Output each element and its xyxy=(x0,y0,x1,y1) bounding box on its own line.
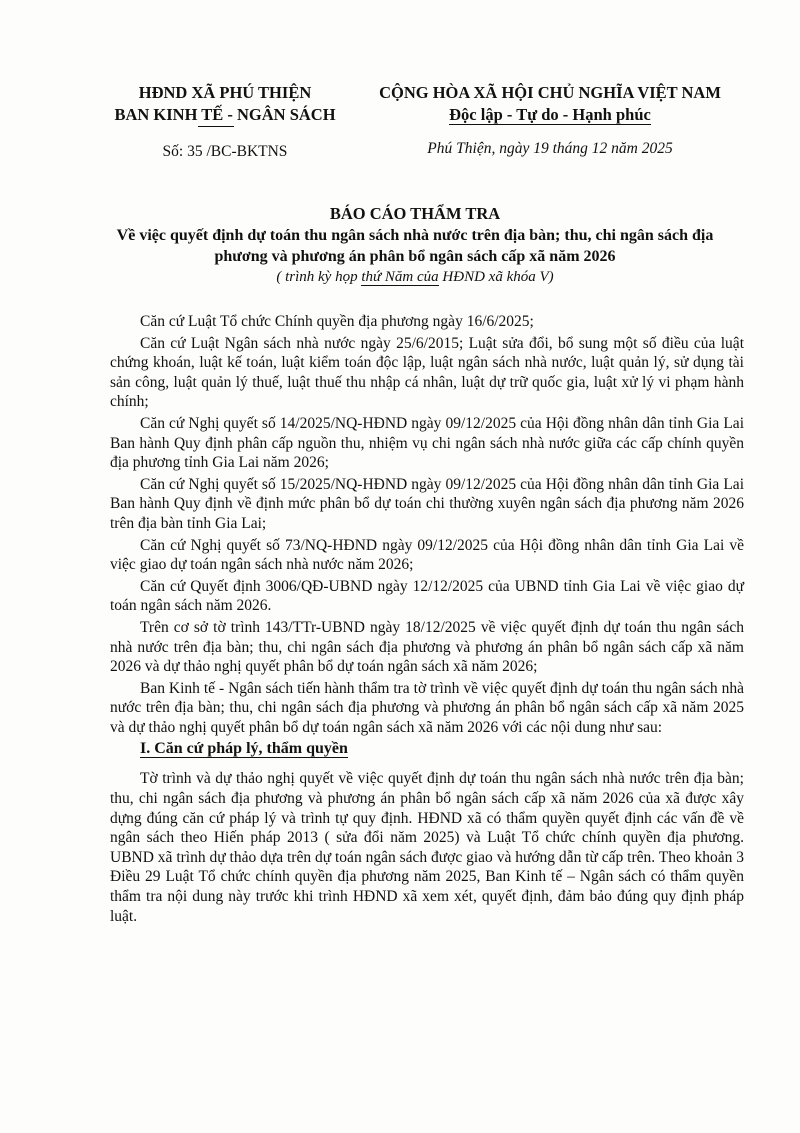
paragraph-legal-basis-4: Căn cứ Nghị quyết số 15/2025/NQ-HĐND ngày 09/12/2025 của Hội đồng nhân dân tỉnh Gia Lai Ban hành Quy định về định mức phân bổ dự toán chi thường xuyên ngân sách địa phương năm 2026 trên địa bàn tỉnh Gia Lai; xyxy=(110,475,744,532)
session-underlined: thứ Năm của xyxy=(361,269,439,285)
paragraph-legal-basis-6: Căn cứ Quyết định 3006/QĐ-UBND ngày 12/12/2025 của UBND tỉnh Gia Lai về việc giao dự toán ngân sách năm 2026. xyxy=(110,577,744,615)
report-title-block xyxy=(90,203,740,287)
country-name: CỘNG HÒA XÃ HỘI CHỦ NGHĨA VIỆT NAM xyxy=(379,83,721,102)
agency-council: HĐND XÃ PHÚ THIỆN xyxy=(138,83,312,102)
report-body xyxy=(110,312,744,928)
agency-committee-text: BAN KINH TẾ - NGÂN SÁCH xyxy=(114,105,336,124)
issuing-agency xyxy=(100,82,350,126)
paragraph-legal-basis-5: Căn cứ Nghị quyết số 73/NQ-HĐND ngày 09/12/2025 của Hội đồng nhân dân tỉnh Gia Lai về việc giao dự toán ngân sách nhà nước năm 2026; xyxy=(110,536,744,574)
section-heading-text: I. Căn cứ pháp lý, thẩm quyền xyxy=(140,740,348,758)
paragraph-section-1: Tờ trình và dự thảo nghị quyết về việc quyết định dự toán thu ngân sách nhà nước trên địa bàn; thu, chi ngân sách địa phương và phương án phân bổ ngân sách cấp xã năm 2026 của xã được xây dựng đúng căn cứ pháp lý và trình tự quy định. HĐND xã có thẩm quyền quyết định các vấn đề về ngân sách theo Hiến pháp 2013 ( sửa đổi năm 2025) và Luật Tổ chức chính quyền địa phương. UBND xã trình dự thảo dựa trên dự toán ngân sách được giao và hướng dẫn từ cấp trên. Theo khoản 3 Điều 29 Luật Tổ chức chính quyền địa phương năm 2025, Ban Kinh tế – Ngân sách có thẩm quyền thẩm tra nội dung này trước khi trình HĐND xã xem xét, quyết định, đảm bảo đúng quy định pháp luật. xyxy=(110,770,744,925)
agency-underline xyxy=(198,126,234,127)
paragraph-review-intro: Ban Kinh tế - Ngân sách tiến hành thẩm tra tờ trình về việc quyết định dự toán thu ngân sách nhà nước trên địa bàn; thu, chi ngân sách địa phương và phương án phân bổ ngân sách cấp xã năm 2025 và dự thảo nghị quyết phân bổ dự toán ngân sách xã năm 2026 với các nội dung như sau: xyxy=(110,679,744,736)
report-title: BÁO CÁO THẨM TRA xyxy=(329,204,501,223)
session-note xyxy=(90,267,740,287)
session-prefix: ( trình kỳ họp xyxy=(276,269,362,285)
section-heading-legal-basis xyxy=(110,739,744,759)
paragraph-legal-basis-1: Căn cứ Luật Tổ chức Chính quyền địa phương ngày 16/6/2025; xyxy=(140,313,534,330)
paragraph-legal-basis-2: Căn cứ Luật Ngân sách nhà nước ngày 25/6/2015; Luật sửa đổi, bổ sung một số điều của luật chứng khoán, luật kế toán, luật kiểm toán độc lập, luật ngân sách nhà nước, luật quản lý, sử dụng tài sản công, luật quản lý thuế, luật thuế thu nhập cá nhân, luật dự trữ quốc gia, luật xử lý vi phạm hành chính; xyxy=(110,334,744,411)
national-heading xyxy=(360,82,740,126)
document-number: Số: 35 /BC-BKTNS xyxy=(162,143,288,160)
session-suffix: HĐND xã khóa V) xyxy=(438,269,554,285)
agency-committee xyxy=(114,104,335,126)
report-subtitle: Về việc quyết định dự toán thu ngân sách nhà nước trên địa bàn; thu, chi ngân sách địa phương và phương án phân bổ ngân sách cấp xã năm 2026 xyxy=(116,227,714,265)
place-date: Phú Thiện, ngày 19 tháng 12 năm 2025 xyxy=(427,140,673,157)
paragraph-submission-basis: Trên cơ sở tờ trình 143/TTr-UBND ngày 18/12/2025 về việc quyết định dự toán thu ngân sách nhà nước trên địa bàn; thu, chi ngân sách địa phương và phương án phân bổ ngân sách cấp xã năm 2026 và dự thảo nghị quyết phân bổ dự toán ngân sách xã năm 2026; xyxy=(110,618,744,676)
national-motto: Độc lập - Tự do - Hạnh phúc xyxy=(449,105,651,124)
paragraph-legal-basis-3: Căn cứ Nghị quyết số 14/2025/NQ-HĐND ngày 09/12/2025 của Hội đồng nhân dân tỉnh Gia Lai Ban hành Quy định phân cấp nguồn thu, nhiệm vụ chi ngân sách nhà nước giữa các cấp chính quyền địa phương tỉnh Gia Lai năm 2026; xyxy=(110,414,744,472)
